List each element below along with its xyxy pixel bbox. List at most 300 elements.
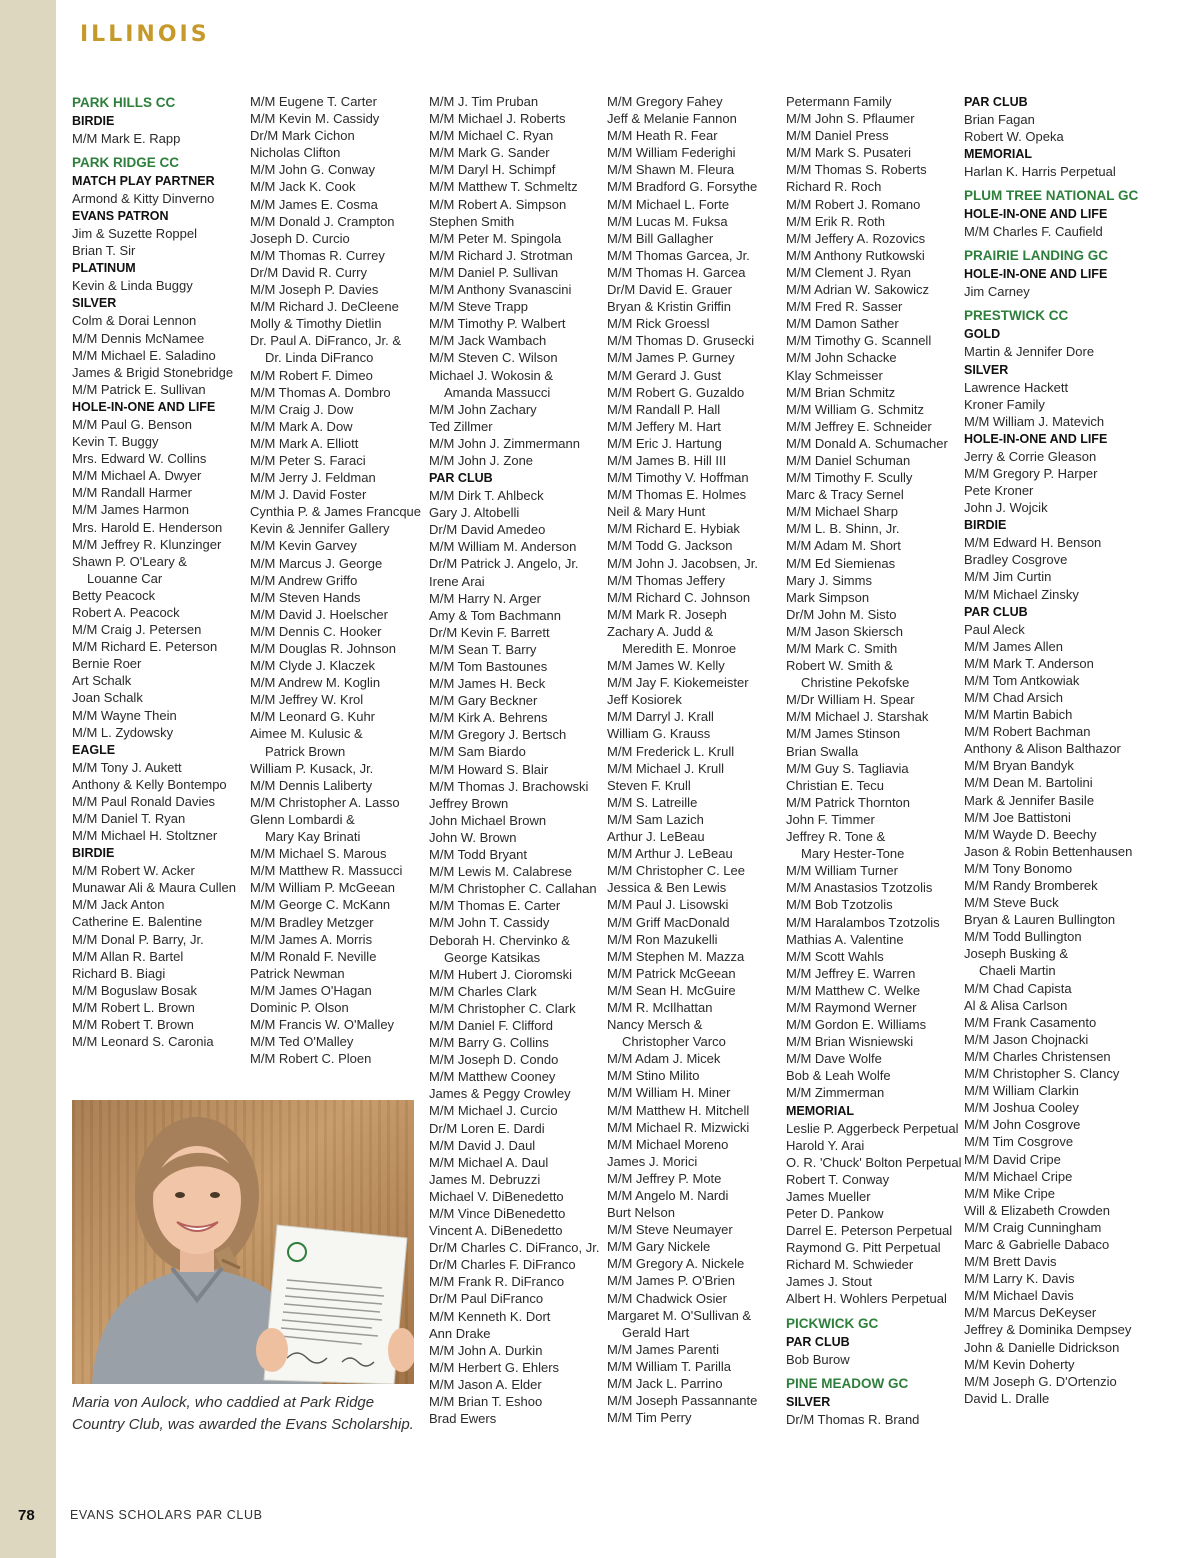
donor-name: John F. Timmer bbox=[786, 811, 875, 827]
donor-name: Jim Carney bbox=[964, 284, 1030, 300]
donor-name: M/M John Zachary bbox=[429, 401, 537, 417]
donor-name: Joan Schalk bbox=[72, 690, 143, 706]
donor-name: M/M Michael J. Starshak bbox=[786, 709, 929, 725]
donor-level-heading: EAGLE bbox=[72, 742, 116, 757]
donor-name: M/M Joseph D. Condo bbox=[429, 1052, 559, 1068]
donor-name: David L. Dralle bbox=[964, 1390, 1050, 1406]
donor-name: M/M Robert T. Brown bbox=[72, 1017, 194, 1033]
donor-name: Stephen Smith bbox=[429, 213, 515, 229]
donor-name: M/M Kirk A. Behrens bbox=[429, 710, 548, 726]
donor-name: Dr/M Loren E. Dardi bbox=[429, 1120, 545, 1136]
donor-name: M/M James W. Kelly bbox=[607, 658, 725, 674]
donor-name: George Katsikas bbox=[444, 949, 541, 965]
donor-name: M/M Steven Hands bbox=[250, 589, 361, 605]
donor-name: M/M Patrick E. Sullivan bbox=[72, 381, 206, 397]
donor-name: M/M J. David Foster bbox=[250, 487, 367, 503]
donor-name: M/M Robert C. Ploen bbox=[250, 1051, 372, 1067]
donor-name: M/M Peter M. Spingola bbox=[429, 230, 562, 246]
donor-level-heading: PLATINUM bbox=[72, 261, 136, 276]
donor-name: M/M Frederick L. Krull bbox=[607, 743, 735, 759]
donor-name: M/M Haralambos Tzotzolis bbox=[786, 914, 940, 930]
donor-name: M/M Daryl H. Schimpf bbox=[429, 162, 556, 178]
donor-name: M/M Howard S. Blair bbox=[429, 761, 549, 777]
donor-name: M/M Michael Moreno bbox=[607, 1136, 729, 1152]
donor-name: Brian Fagan bbox=[964, 112, 1035, 127]
donor-name: M/M Kevin Doherty bbox=[964, 1356, 1075, 1372]
donor-level-heading: BIRDIE bbox=[964, 518, 1007, 533]
donor-name: M/M Jay F. Kiokemeister bbox=[607, 675, 749, 691]
donor-name: Kevin T. Buggy bbox=[72, 434, 159, 450]
donor-name: M/M Mark R. Joseph bbox=[607, 606, 727, 622]
donor-name: Zachary A. Judd & bbox=[607, 623, 714, 639]
donor-name: M/M William Clarkin bbox=[964, 1083, 1079, 1099]
club-heading: PRAIRIE LANDING GC bbox=[964, 248, 1109, 264]
donor-name: Vincent A. DiBenedetto bbox=[429, 1223, 563, 1239]
donor-name: William P. Kusack, Jr. bbox=[250, 760, 374, 776]
donor-name: M/M Kevin M. Cassidy bbox=[250, 111, 380, 127]
donor-name: Gerald Hart bbox=[622, 1324, 690, 1340]
donor-name: M/M Gerard J. Gust bbox=[607, 367, 722, 383]
donor-level-heading: MATCH PLAY PARTNER bbox=[72, 174, 215, 189]
donor-name: James Mueller bbox=[786, 1188, 871, 1204]
donor-name: M/M Donald J. Crampton bbox=[250, 213, 395, 229]
donor-name: M/M Dennis McNamee bbox=[72, 330, 205, 346]
donor-name: Joseph D. Curcio bbox=[250, 230, 350, 246]
donor-name: M/M William Turner bbox=[786, 863, 898, 879]
donor-name: Ted Zillmer bbox=[429, 418, 493, 434]
donor-name: Mrs. Harold E. Henderson bbox=[72, 519, 223, 535]
donor-name: Mary Kay Brinati bbox=[265, 829, 361, 845]
donor-name: M/M Lucas M. Fuksa bbox=[607, 213, 728, 229]
donor-name: M/M Robert W. Acker bbox=[72, 863, 195, 879]
donor-name: Art Schalk bbox=[72, 673, 132, 689]
donor-name: M/M Christopher C. Lee bbox=[607, 863, 745, 879]
donor-name: M/M Chad Arsich bbox=[964, 689, 1063, 705]
donor-name: Mary J. Simms bbox=[786, 572, 872, 588]
donor-name: M/M Brian Schmitz bbox=[786, 384, 896, 400]
donor-name: M/M Eric J. Hartung bbox=[607, 435, 722, 451]
donor-name: M/M Joseph G. D'Ortenzio bbox=[964, 1373, 1117, 1389]
donor-name: M/M Craig Cunningham bbox=[964, 1219, 1102, 1235]
donor-name: M/M Adrian W. Sakowicz bbox=[786, 282, 930, 298]
donor-name: M/M Joseph P. Davies bbox=[250, 282, 379, 298]
donor-name: M/M Matthew H. Mitchell bbox=[607, 1102, 750, 1118]
donor-name: M/M Daniel F. Clifford bbox=[429, 1017, 554, 1033]
donor-name: M/M Gregory J. Bertsch bbox=[429, 727, 567, 743]
donor-name: M/M Robert J. Romano bbox=[786, 196, 921, 212]
donor-name: William G. Krauss bbox=[607, 726, 711, 742]
donor-name: M/M Peter S. Faraci bbox=[250, 452, 366, 468]
donor-name: Dr/M David R. Curry bbox=[250, 264, 368, 280]
donor-name: M/M Sean H. McGuire bbox=[607, 982, 736, 998]
donor-name: M/M L. B. Shinn, Jr. bbox=[786, 521, 900, 537]
donor-column-6 bbox=[964, 93, 1140, 1407]
donor-name: M/M Michael R. Mizwicki bbox=[607, 1119, 750, 1135]
donor-name: M/M Richard J. DeCleene bbox=[250, 299, 399, 315]
donor-name: Richard M. Schwieder bbox=[786, 1257, 914, 1273]
donor-name: M/M Wayde D. Beechy bbox=[964, 826, 1097, 842]
donor-level-heading: SILVER bbox=[786, 1394, 831, 1409]
donor-name: M/M Hubert J. Cioromski bbox=[429, 966, 573, 982]
donor-name: M/M Thomas S. Roberts bbox=[786, 162, 927, 178]
donor-name: M/M Daniel P. Sullivan bbox=[429, 264, 559, 280]
donor-name: M/M Ted O'Malley bbox=[250, 1034, 354, 1050]
donor-name: Bob & Leah Wolfe bbox=[786, 1068, 891, 1084]
donor-name: M/M Dennis C. Hooker bbox=[250, 623, 382, 639]
donor-name: M/M Francis W. O'Malley bbox=[250, 1017, 395, 1033]
donor-name: Robert W. Smith & bbox=[786, 658, 893, 674]
donor-name: Robert A. Peacock bbox=[72, 604, 180, 620]
donor-name: M/M Paul G. Benson bbox=[72, 416, 192, 432]
donor-name: M/M Angelo M. Nardi bbox=[607, 1188, 729, 1203]
donor-name: Joseph Busking & bbox=[964, 946, 1069, 962]
donor-name: M/M Sam Lazich bbox=[607, 811, 704, 827]
donor-name: Gary J. Altobelli bbox=[429, 505, 520, 521]
donor-name: M/M John G. Conway bbox=[250, 162, 375, 178]
donor-name: M/M Herbert G. Ehlers bbox=[429, 1359, 560, 1375]
donor-name: Louanne Car bbox=[87, 570, 163, 586]
donor-name: M/M Thomas Jeffery bbox=[607, 572, 725, 588]
donor-name: Meredith E. Monroe bbox=[622, 641, 737, 656]
donor-name: M/M Craig J. Petersen bbox=[72, 622, 202, 638]
donor-name: M/M Heath R. Fear bbox=[607, 128, 718, 144]
donor-name: John J. Wojcik bbox=[964, 500, 1048, 516]
donor-name: Paul Aleck bbox=[964, 621, 1025, 637]
donor-name: Dr/M Thomas R. Brand bbox=[786, 1411, 920, 1427]
donor-name: M/M Jeffrey P. Mote bbox=[607, 1170, 722, 1186]
donor-name: Jeffrey Brown bbox=[429, 795, 509, 811]
donor-name: M/M R. McIlhattan bbox=[607, 999, 713, 1015]
donor-name: Jeff Kosiorek bbox=[607, 692, 682, 708]
donor-name: M/M Jeffrey W. Krol bbox=[250, 692, 364, 708]
donor-name: Richard B. Biagi bbox=[72, 965, 166, 981]
donor-name: M/M Damon Sather bbox=[786, 316, 899, 332]
donor-name: Patrick Brown bbox=[265, 743, 346, 759]
donor-name: M/M Richard E. Peterson bbox=[72, 639, 218, 655]
donor-name: M/M Boguslaw Bosak bbox=[72, 982, 197, 998]
donor-name: M/M Mark E. Rapp bbox=[72, 131, 181, 146]
donor-name: M/M James O'Hagan bbox=[250, 982, 372, 998]
donor-name: M/M Jeffrey E. Warren bbox=[786, 965, 916, 981]
donor-name: M/M Jeffrey R. Klunzinger bbox=[72, 536, 222, 552]
donor-name: M/M Daniel Schuman bbox=[786, 452, 911, 468]
donor-level-heading: PAR CLUB bbox=[786, 1334, 850, 1349]
donor-name: M/M Kevin Garvey bbox=[250, 538, 357, 554]
donor-name: Shawn P. O'Leary & bbox=[72, 553, 187, 569]
donor-name: M/M Stephen M. Mazza bbox=[607, 948, 745, 964]
donor-name: M/M William P. McGeean bbox=[250, 880, 395, 896]
donor-level-heading: SILVER bbox=[72, 296, 117, 311]
donor-name: M/M Vince DiBenedetto bbox=[429, 1206, 566, 1221]
donor-name: Dominic P. Olson bbox=[250, 999, 349, 1015]
donor-level-heading: EVANS PATRON bbox=[72, 209, 169, 224]
donor-name: M/M Dennis Laliberty bbox=[250, 777, 373, 793]
donor-name: M/M Sean T. Barry bbox=[429, 641, 537, 657]
club-heading: PRESTWICK CC bbox=[964, 308, 1069, 324]
donor-name: M/M Tom Antkowiak bbox=[964, 672, 1080, 688]
donor-name: Martin & Jennifer Dore bbox=[964, 344, 1095, 360]
donor-column-5 bbox=[786, 93, 962, 1428]
donor-name: Dr/M John M. Sisto bbox=[786, 606, 897, 622]
donor-name: M/M Gordon E. Williams bbox=[786, 1017, 927, 1033]
club-heading: PICKWICK GC bbox=[786, 1315, 879, 1331]
donor-level-heading: HOLE-IN-ONE AND LIFE bbox=[964, 431, 1108, 446]
donor-name: M/M Charles Clark bbox=[429, 983, 537, 999]
donor-name: M/M Thomas D. Grusecki bbox=[607, 333, 755, 349]
donor-name: Anthony & Alison Balthazor bbox=[964, 741, 1121, 757]
donor-name: M/M Mark S. Pusateri bbox=[786, 145, 911, 161]
donor-name: M/M Jack L. Parrino bbox=[607, 1376, 723, 1392]
donor-name: M/M Darryl J. Krall bbox=[607, 709, 714, 725]
donor-name: Jerry & Corrie Gleason bbox=[964, 448, 1097, 464]
donor-name: M/M William M. Anderson bbox=[429, 539, 577, 555]
donor-name: Bryan & Lauren Bullington bbox=[964, 912, 1116, 928]
donor-level-heading: PAR CLUB bbox=[964, 95, 1028, 109]
donor-name: M/M Edward H. Benson bbox=[964, 535, 1102, 551]
donor-name: M/M Timothy F. Scully bbox=[786, 470, 913, 486]
donor-name: M/M William G. Schmitz bbox=[786, 401, 924, 417]
donor-name: M/M Shawn M. Fleura bbox=[607, 162, 735, 178]
donor-name: M/M Michael C. Ryan bbox=[429, 128, 554, 144]
donor-name: M/M Griff MacDonald bbox=[607, 914, 730, 930]
donor-name: M/M Michael Sharp bbox=[786, 504, 898, 520]
donor-name: M/M Steve Buck bbox=[964, 895, 1059, 911]
donor-name: M/M Wayne Thein bbox=[72, 707, 177, 723]
donor-name: Dr/M Charles F. DiFranco bbox=[429, 1257, 576, 1273]
donor-name: Christine Pekofske bbox=[801, 675, 910, 691]
donor-name: M/M Arthur J. LeBeau bbox=[607, 846, 733, 862]
donor-name: M/M Brian T. Eshoo bbox=[429, 1394, 543, 1410]
donor-name: James J. Stout bbox=[786, 1274, 872, 1290]
donor-name: M/M Gary Beckner bbox=[429, 693, 538, 709]
donor-name: Jeff & Melanie Fannon bbox=[607, 111, 737, 127]
donor-name: M/M Mark A. Elliott bbox=[250, 435, 359, 451]
donor-level-heading: PAR CLUB bbox=[429, 471, 493, 486]
donor-name: Marc & Gabrielle Dabaco bbox=[964, 1236, 1110, 1252]
donor-name: M/M Rick Groessl bbox=[607, 316, 710, 332]
donor-name: Amanda Massucci bbox=[444, 384, 551, 400]
donor-name: Jeffrey R. Tone & bbox=[786, 829, 886, 845]
donor-name: M/M James Parenti bbox=[607, 1341, 719, 1357]
donor-name: Nancy Mersch & bbox=[607, 1017, 703, 1033]
donor-name: Raymond G. Pitt Perpetual bbox=[786, 1240, 941, 1256]
donor-name: M/M John J. Zimmermann bbox=[429, 435, 580, 451]
donor-name: John Michael Brown bbox=[429, 812, 547, 828]
donor-name: M/M James H. Beck bbox=[429, 676, 546, 692]
donor-name: M/M Timothy G. Scannell bbox=[786, 333, 932, 349]
donor-name: M/M David J. Hoelscher bbox=[250, 606, 388, 622]
donor-name: M/M Craig J. Dow bbox=[250, 401, 354, 417]
donor-name: Klay Schmeisser bbox=[786, 367, 883, 383]
donor-name: Brian Swalla bbox=[786, 743, 859, 759]
donor-name: M/M Anastasios Tzotzolis bbox=[786, 880, 933, 896]
donor-name: M/M Mark C. Smith bbox=[786, 641, 898, 656]
donor-name: Aimee M. Kulusic & bbox=[250, 726, 363, 742]
donor-name: M/M John J. Zone bbox=[429, 452, 534, 468]
donor-name: M/M Harry N. Arger bbox=[429, 590, 541, 606]
donor-name: Bradley Cosgrove bbox=[964, 552, 1068, 568]
donor-name: M/M Anthony Rutkowski bbox=[786, 247, 925, 263]
donor-name: Molly & Timothy Dietlin bbox=[250, 316, 382, 332]
donor-name: M/M Christopher A. Lasso bbox=[250, 794, 400, 810]
donor-name: Dr/M Mark Cichon bbox=[250, 128, 355, 144]
donor-name: Colm & Dorai Lennon bbox=[72, 313, 197, 329]
donor-name: M/M Tom Bastounes bbox=[429, 659, 548, 674]
donor-name: M/M William T. Parilla bbox=[607, 1358, 731, 1374]
donor-name: Robert W. Opeka bbox=[964, 129, 1064, 145]
donor-name: M/M David J. Daul bbox=[429, 1137, 536, 1153]
donor-name: Dr. Paul A. DiFranco, Jr. & bbox=[250, 333, 401, 349]
donor-name: M/M Michael A. Daul bbox=[429, 1154, 549, 1170]
donor-name: Ann Drake bbox=[429, 1325, 491, 1341]
donor-name: M/M Jack Wambach bbox=[429, 333, 547, 349]
donor-column-2 bbox=[250, 93, 426, 1067]
donor-name: M/M Gregory P. Harper bbox=[964, 465, 1098, 481]
donor-level-heading: GOLD bbox=[964, 327, 1001, 342]
donor-name: James M. Debruzzi bbox=[429, 1171, 541, 1187]
donor-name: M/M David Cripe bbox=[964, 1151, 1061, 1167]
donor-name: M/M Todd Bullington bbox=[964, 929, 1082, 945]
donor-name: M/M Andrew Griffo bbox=[250, 572, 358, 588]
donor-name: M/M Chadwick Osier bbox=[607, 1290, 727, 1306]
donor-name: M/M Christopher C. Callahan bbox=[429, 881, 597, 897]
donor-level-heading: HOLE-IN-ONE AND LIFE bbox=[964, 207, 1108, 222]
club-heading: PARK HILLS CC bbox=[72, 95, 176, 110]
footer-publication-title: EVANS SCHOLARS PAR CLUB bbox=[70, 1508, 263, 1522]
donor-name: M/M Ron Mazukelli bbox=[607, 931, 718, 947]
donor-level-heading: HOLE-IN-ONE AND LIFE bbox=[964, 267, 1108, 282]
donor-level-heading: BIRDIE bbox=[72, 846, 115, 861]
donor-name: M/M Mark G. Sander bbox=[429, 145, 550, 161]
donor-name: M/M Tim Cosgrove bbox=[964, 1134, 1074, 1150]
donor-name: M/M Thomas Garcea, Jr. bbox=[607, 247, 750, 263]
donor-name: Amy & Tom Bachmann bbox=[429, 607, 561, 623]
donor-name: M/M Dave Wolfe bbox=[786, 1051, 882, 1067]
donor-name: Bob Burow bbox=[786, 1351, 850, 1367]
donor-name: Mark Simpson bbox=[786, 589, 870, 605]
donor-name: Cynthia P. & James Francque bbox=[250, 504, 422, 520]
donor-name: Dr/M David Amedeo bbox=[429, 522, 546, 538]
donor-name: M/M Barry G. Collins bbox=[429, 1035, 549, 1051]
donor-name: M/M Steve Trapp bbox=[429, 299, 528, 315]
donor-name: M/M Robert L. Brown bbox=[72, 999, 195, 1015]
donor-name: Bernie Roer bbox=[72, 656, 142, 672]
donor-name: M/M Douglas R. Johnson bbox=[250, 641, 396, 656]
donor-name: Chaeli Martin bbox=[979, 963, 1056, 979]
donor-name: Nicholas Clifton bbox=[250, 145, 341, 161]
donor-name: Mathias A. Valentine bbox=[786, 931, 904, 947]
donor-name: M/M Thomas H. Garcea bbox=[607, 264, 746, 280]
donor-level-heading: BIRDIE bbox=[72, 114, 115, 128]
donor-name: M/M James E. Cosma bbox=[250, 196, 378, 212]
donor-name: Burt Nelson bbox=[607, 1205, 675, 1221]
donor-name: Catherine E. Balentine bbox=[72, 914, 203, 930]
donor-name: M/M Richard E. Hybiak bbox=[607, 521, 740, 537]
scholar-photo bbox=[72, 1100, 414, 1384]
donor-name: M/M James Harmon bbox=[72, 502, 190, 518]
donor-name: M/M Thomas J. Brachowski bbox=[429, 778, 589, 794]
donor-name: M/M Patrick Thornton bbox=[786, 794, 911, 810]
donor-name: M/M Richard J. Strotman bbox=[429, 247, 573, 263]
donor-name: Petermann Family bbox=[786, 94, 892, 109]
donor-name: M/M Leonard S. Caronia bbox=[72, 1034, 214, 1050]
donor-name: M/M James A. Morris bbox=[250, 931, 373, 947]
donor-name: M/M Patrick McGeean bbox=[607, 965, 736, 981]
donor-name: M/M Randy Bromberek bbox=[964, 878, 1098, 893]
donor-name: Leslie P. Aggerbeck Perpetual bbox=[786, 1120, 959, 1136]
donor-name: M/M Leonard G. Kuhr bbox=[250, 709, 375, 725]
donor-name: M/M Guy S. Tagliavia bbox=[786, 760, 909, 776]
donor-name: M/M Eugene T. Carter bbox=[250, 94, 377, 109]
donor-name: Will & Elizabeth Crowden bbox=[964, 1202, 1110, 1218]
donor-name: M/M Marcus J. George bbox=[250, 555, 383, 571]
donor-name: Brian T. Sir bbox=[72, 243, 136, 259]
donor-name: James & Brigid Stonebridge bbox=[72, 364, 234, 380]
donor-name: M/M William Federighi bbox=[607, 145, 736, 161]
donor-name: Mary Hester-Tone bbox=[801, 846, 905, 862]
donor-name: M/M Tim Perry bbox=[607, 1410, 692, 1426]
donor-name: M/M James Allen bbox=[964, 638, 1063, 654]
donor-name: M/M William J. Matevich bbox=[964, 413, 1105, 429]
donor-name: M/M Clyde J. Klaczek bbox=[250, 658, 375, 674]
donor-name: Harlan K. Harris Perpetual bbox=[964, 164, 1116, 180]
donor-name: M/M J. Tim Pruban bbox=[429, 94, 539, 109]
donor-name: Marc & Tracy Sernel bbox=[786, 487, 904, 503]
club-heading: PLUM TREE NATIONAL GC bbox=[964, 188, 1139, 204]
donor-name: M/M Chad Capista bbox=[964, 980, 1072, 996]
donor-name: M/M Jason Skiersch bbox=[786, 623, 904, 639]
donor-name: M/M Jason Chojnacki bbox=[964, 1031, 1089, 1047]
donor-name: M/M Kenneth K. Dort bbox=[429, 1308, 551, 1324]
donor-name: Irene Arai bbox=[429, 573, 485, 589]
donor-name: Christopher Varco bbox=[622, 1034, 726, 1050]
donor-name: M/M Dirk T. Ahlbeck bbox=[429, 488, 544, 504]
donor-name: M/M Michael A. Dwyer bbox=[72, 468, 202, 484]
donor-name: M/M Michael Zinsky bbox=[964, 586, 1079, 602]
donor-name: Kevin & Jennifer Gallery bbox=[250, 521, 390, 537]
donor-name: M/M Allan R. Bartel bbox=[72, 948, 184, 964]
donor-name: M/M Michael S. Marous bbox=[250, 846, 387, 862]
donor-name: O. R. 'Chuck' Bolton Perpetual bbox=[786, 1154, 962, 1170]
donor-name: M/M Sam Biardo bbox=[429, 744, 526, 760]
donor-name: M/M John Cosgrove bbox=[964, 1117, 1081, 1133]
donor-name: M/M Jack Anton bbox=[72, 897, 165, 913]
donor-name: M/M Frank Casamento bbox=[964, 1014, 1097, 1030]
donor-name: Lawrence Hackett bbox=[964, 379, 1069, 395]
donor-name: Mark & Jennifer Basile bbox=[964, 792, 1095, 808]
donor-name: M/M Gregory A. Nickele bbox=[607, 1256, 745, 1272]
donor-name: M/M Michael Davis bbox=[964, 1288, 1074, 1304]
donor-name: Peter D. Pankow bbox=[786, 1206, 884, 1221]
donor-name: M/M Christopher C. Clark bbox=[429, 1000, 576, 1016]
donor-name: Bryan & Kristin Griffin bbox=[607, 299, 732, 315]
donor-name: Margaret M. O'Sullivan & bbox=[607, 1307, 752, 1323]
donor-name: M/M Brian Wisniewski bbox=[786, 1034, 914, 1050]
donor-name: M/M Gregory Fahey bbox=[607, 94, 723, 109]
donor-name: M/M Michael E. Saladino bbox=[72, 347, 216, 363]
donor-name: M/M Michael H. Stoltzner bbox=[72, 828, 218, 844]
donor-name: M/M Ronald F. Neville bbox=[250, 948, 377, 964]
donor-name: Al & Alisa Carlson bbox=[964, 997, 1068, 1013]
donor-name: M/M Bryan Bandyk bbox=[964, 758, 1074, 774]
donor-name: M/M Paul J. Lisowski bbox=[607, 897, 729, 913]
page-spine-band bbox=[0, 0, 56, 1558]
donor-column-1 bbox=[72, 93, 248, 1050]
donor-name: M/M Michael L. Forte bbox=[607, 196, 730, 212]
donor-name: M/M Donald A. Schumacher bbox=[786, 435, 948, 451]
donor-name: M/M Thomas E. Holmes bbox=[607, 487, 747, 503]
donor-name: M/M Robert Bachman bbox=[964, 724, 1091, 740]
